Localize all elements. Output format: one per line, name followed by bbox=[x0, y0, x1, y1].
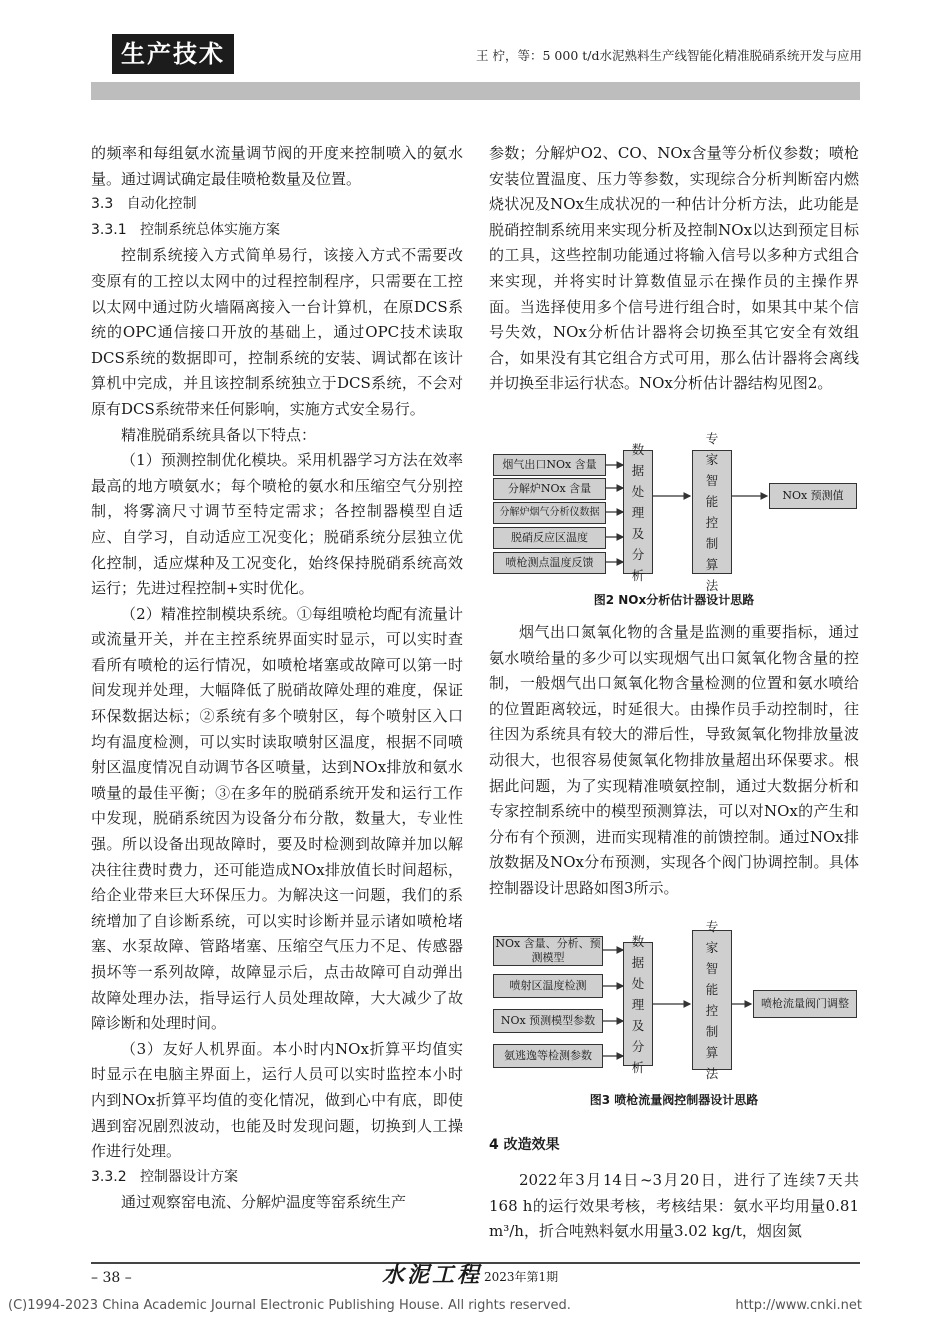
fig2-input-box: 烟气出口NOx 含量 bbox=[493, 454, 606, 476]
fig2-algorithm-box bbox=[692, 431, 732, 593]
fig3-input-box: NOx 预测模型参数 bbox=[493, 1009, 603, 1033]
fig3-input-box: 氨逃逸等检测参数 bbox=[493, 1044, 603, 1068]
left-paragraph: 通过观察窑电流、分解炉温度等窑系统生产 bbox=[121, 1193, 407, 1212]
fig2-input-box: 分解炉烟气分析仪数据 bbox=[493, 502, 606, 524]
right-paragraph: 2022年3月14日~3月20日，进行了连续7天共168 h的运行效果考核，考核结果：氨水平均用量0.81 m³/h，折合吨熟料氨水用量3.02 kg/t，烟囱氮 bbox=[489, 1171, 864, 1241]
fig3-algorithm-label: 专家智能控制算法 bbox=[705, 919, 719, 1081]
left-paragraph: 控制系统接入方式简单易行，该接入方式不需要改变原有的工控以太网中的过程控制程序，只需要在工控以太网中通过防火墙隔离接入一台计算机，在原DCS系统的OPC通信接口开放的基础上，通过OPC技术读取DCS系统的数据即可，控制系统的安装、调试都在该计算机中完成，并且该控制系统独立于DCS系统，不会对原有DCS系统带来任何影响，实施方式安全易行。 bbox=[91, 246, 463, 418]
left-paragraph: （3）友好人机界面。本小时内NOx折算平均值实时显示在电脑主界面上，运行人员可以实时监控本小时内到NOx折算平均值的变化情况，做到心中有底，即使遇到窑况剧烈波动，也能及时发现问题，切换到人工操作进行处理。 bbox=[91, 1039, 463, 1161]
fig2-input-box: 喷枪测点温度反馈 bbox=[493, 552, 606, 574]
section-heading: 3.3 自动化控制 bbox=[91, 196, 197, 213]
section-tag: 生产技术 bbox=[112, 34, 234, 74]
right-column-mid bbox=[489, 620, 859, 902]
fig3-process-box bbox=[623, 933, 653, 1075]
section-4-body bbox=[489, 1168, 864, 1245]
fig3-algorithm-box bbox=[692, 919, 732, 1081]
copyright-notice: (C)1994-2023 China Academic Journal Electronic Publishing House. All rights reserved. bbox=[8, 1298, 571, 1313]
page-number: – 38 – bbox=[91, 1270, 132, 1286]
subsection-heading: 3.3.2 控制器设计方案 bbox=[91, 1168, 238, 1185]
fig2-process-label: 数据处理及分析 bbox=[631, 441, 645, 583]
right-paragraph: 烟气出口氮氧化物的含量是监测的重要指标，通过氨水喷给量的多少可以实现烟气出口氮氧化物含量的控制，一般烟气出口氮氧化物含量检测的位置和氨水喷给的位置距离较远，时延很大。由操作员手动控制时，往往因为系统具有较大的滞后性，导致氮氧化物排放量波动很大，也很容易使氮氧化物排放量超出环保要求。根据此问题，为了实现精准喷氨控制，通过大数据分析和专家控制系统中的模型预测算法，可以对NOx的产生和分布有个预测，进而实现精准的前馈控制。通过NOx排放数据及NOx分布预测，实现各个阀门协调控制。具体控制器设计思路如图3所示。 bbox=[489, 623, 859, 897]
fig3-input-box: NOx 含量、分析、预测模型 bbox=[493, 936, 603, 966]
right-column-top bbox=[489, 141, 859, 397]
fig3-input-box: 喷射区温度检测 bbox=[493, 974, 603, 998]
journal-logo: 水泥工程 bbox=[382, 1262, 483, 1288]
fig2-output-box: NOx 预测值 bbox=[769, 483, 857, 509]
figure-3 bbox=[489, 919, 859, 1081]
fig2-input-box: 脱硝反应区温度 bbox=[493, 527, 606, 549]
running-head: 王 柠，等：5 000 t/d水泥熟料生产线智能化精准脱硝系统开发与应用 bbox=[476, 48, 862, 63]
figure-3-caption: 图3 喷枪流量阀控制器设计思路 bbox=[589, 1093, 759, 1107]
figure-2-caption: 图2 NOx分析估计器设计思路 bbox=[593, 593, 755, 607]
right-paragraph: 参数；分解炉O2、CO、NOx含量等分析仪参数；喷枪安装位置温度、压力等参数，实现综合分析判断窑内燃烧状况及NOx生成状况的一种估计分析方法，此功能是脱硝控制系统用来实现分析及控制NOx以达到预定目标的工具，这些控制功能通过将输入信号以多种方式组合来实现，并将实时计算数值显示在操作员的主操作界面。当选择使用多个信号进行组合时，如果其中某个信号失效，NOx分析估计器将会切换至其它安全有效组合，如果没有其它组合方式可用，那么估计器将会离线并切换至非运行状态。NOx分析估计器结构见图2。 bbox=[489, 144, 859, 393]
fig2-process-box bbox=[623, 441, 653, 583]
fig2-input-box: 分解炉NOx 含量 bbox=[493, 478, 606, 500]
section-4-heading: 4 改造效果 bbox=[489, 1137, 560, 1153]
header-band bbox=[91, 82, 860, 100]
left-paragraph: 的频率和每组氨水流量调节阀的开度来控制喷入的氨水量。通过调试确定最佳喷枪数量及位置。 bbox=[91, 144, 463, 188]
journal-issue: 2023年第1期 bbox=[484, 1270, 559, 1284]
fig3-process-label: 数据处理及分析 bbox=[631, 933, 645, 1075]
left-paragraph: （2）精准控制模块系统。①每组喷枪均配有流量计或流量开关，并在主控系统界面实时显示，可以实时查看所有喷枪的运行情况，如喷枪堵塞或故障可以第一时间发现并处理，大幅降低了脱硝故障处理的难度，保证环保数据达标；②系统有多个喷射区，每个喷射区入口均有温度检测，可以实时读取喷射区温度，根据不同喷射区温度情况自动调节各区喷量，达到NOx排放和氨水喷量的最佳平衡；③在多年的脱硝系统开发和运行工作中发现，脱硝系统因为设备分布分散，数量大，专业性强。所以设备出现故障时，要及时检测到故障并加以解决往往费时费力，还可能造成NOx排放值长时间超标，给企业带来巨大环保压力。为解决这一问题，我们的系统增加了自诊断系统，可以实时诊断并显示诸如喷枪堵塞、水泵故障、管路堵塞、压缩空气压力不足、传感器损坏等一系列故障，故障显示后，点击故障可自动弹出故障处理办法，指导运行人员处理故障，大大减少了故障诊断和处理时间。 bbox=[91, 604, 463, 1033]
website-link[interactable]: http://www.cnki.net bbox=[735, 1298, 862, 1313]
left-column bbox=[91, 141, 463, 1216]
figure-2 bbox=[489, 431, 859, 593]
subsection-heading: 3.3.1 控制系统总体实施方案 bbox=[91, 221, 280, 238]
fig3-output-box: 喷枪流量阀门调整 bbox=[753, 990, 857, 1018]
fig2-algorithm-label: 专家智能控制算法 bbox=[705, 431, 719, 593]
left-paragraph: （1）预测控制优化模块。采用机器学习方法在效率最高的地方喷氨水；每个喷枪的氨水和压缩空气分别控制，将雾滴尺寸调节至特定需求；各控制器模型自适应、自学习，自动适应工况变化；脱硝系统分层独立优化控制，适应煤种及工况变化，始终保持脱硝系统高效运行；先进过程控制+实时优化。 bbox=[91, 451, 463, 598]
left-paragraph: 精准脱硝系统具备以下特点： bbox=[121, 425, 317, 444]
